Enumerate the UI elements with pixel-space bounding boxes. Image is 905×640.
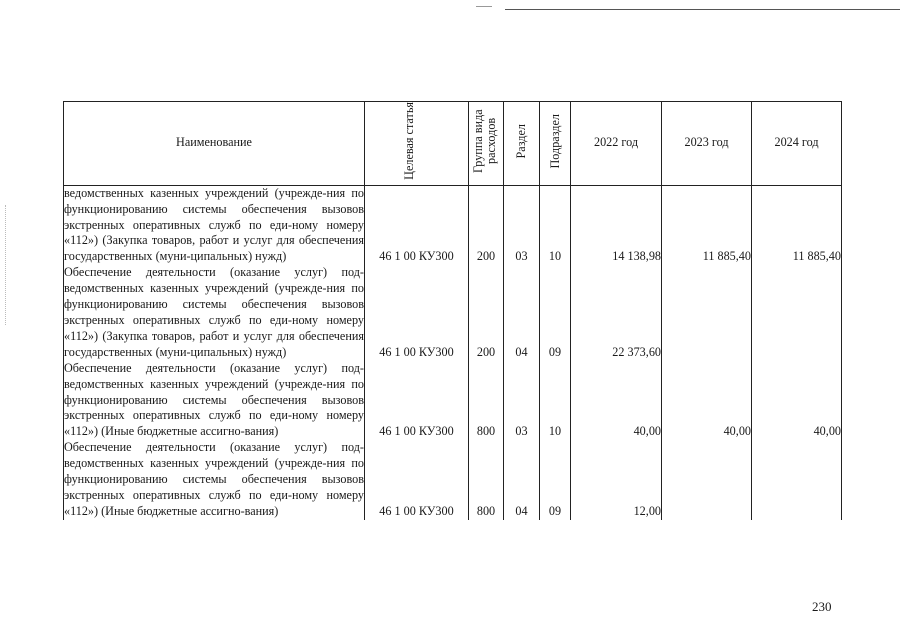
row-code: 46 1 00 КУ300: [365, 185, 469, 265]
row-name: Обеспечение деятельности (оказание услуг) под-ведомственных казенных учреждений (учрежде-ния по функционированию системы обеспечения вызовов экстренных оперативных служб по еди-ному номеру «112») (Иные бюджетные ассигно-вания): [64, 360, 364, 439]
row-2024: 40,00: [752, 361, 842, 441]
row-subsection: 10: [540, 361, 571, 441]
header-subsection: Подраздел: [540, 102, 571, 186]
header-row: [64, 102, 842, 186]
row-2024: [752, 265, 842, 360]
row-2023: 11 885,40: [662, 185, 752, 265]
row-subsection: 09: [540, 265, 571, 360]
row-name: Обеспечение деятельности (оказание услуг) под-ведомственных казенных учреждений (учрежде-ния по функционированию системы обеспечения вызовов экстренных оперативных служб по еди-ному номеру «112») (Иные бюджетные ассигно-вания): [64, 440, 364, 518]
table-row: [64, 361, 842, 441]
table-row: [64, 440, 842, 520]
page-number: 230: [812, 599, 832, 614]
header-2023: 2023 год: [662, 102, 752, 186]
row-code: 46 1 00 КУ300: [365, 440, 469, 520]
row-2023: [662, 440, 752, 520]
top-mark: [476, 6, 492, 7]
row-2023: 40,00: [662, 361, 752, 441]
row-subsection: 09: [540, 440, 571, 520]
row-name: Обеспечение деятельности (оказание услуг) под-ведомственных казенных учреждений (учрежде-ния по функционированию системы обеспечения вызовов экстренных оперативных служб по еди-ному номеру «112») (Закупка товаров, работ и услуг для обеспечения государственных (муни-ципальных) нужд): [64, 265, 364, 359]
row-2022: 14 138,98: [571, 185, 662, 265]
header-2024: 2024 год: [752, 102, 842, 186]
row-group: 800: [469, 440, 504, 520]
row-section: 03: [504, 185, 540, 265]
row-2023: [662, 265, 752, 360]
header-name: Наименование: [64, 102, 365, 186]
row-group: 800: [469, 361, 504, 441]
header-2022: 2022 год: [571, 102, 662, 186]
table-row: [64, 185, 842, 265]
row-name: ведомственных казенных учреждений (учрежде-ния по функционированию системы обеспечения вызовов экстренных оперативных служб по еди-ному номеру «112») (Закупка товаров, работ и услуг для обеспечения государственных (муни-ципальных) нужд): [64, 185, 364, 264]
row-section: 04: [504, 440, 540, 520]
row-code: 46 1 00 КУ300: [365, 361, 469, 441]
row-section: 04: [504, 265, 540, 360]
table-row: [64, 265, 842, 360]
row-section: 03: [504, 361, 540, 441]
row-2024: [752, 440, 842, 520]
top-rule: [505, 9, 900, 10]
row-2022: 12,00: [571, 440, 662, 520]
row-subsection: 10: [540, 185, 571, 265]
row-code: 46 1 00 КУ300: [365, 265, 469, 360]
row-2024: 11 885,40: [752, 185, 842, 265]
row-group: 200: [469, 185, 504, 265]
budget-table: [63, 101, 842, 520]
row-group: 200: [469, 265, 504, 360]
scan-marks: [5, 205, 8, 325]
row-2022: 40,00: [571, 361, 662, 441]
header-section: Раздел: [504, 102, 540, 186]
row-2022: 22 373,60: [571, 265, 662, 360]
header-group: Группа вида расходов: [469, 102, 504, 186]
header-code: Целевая статья: [365, 102, 469, 186]
